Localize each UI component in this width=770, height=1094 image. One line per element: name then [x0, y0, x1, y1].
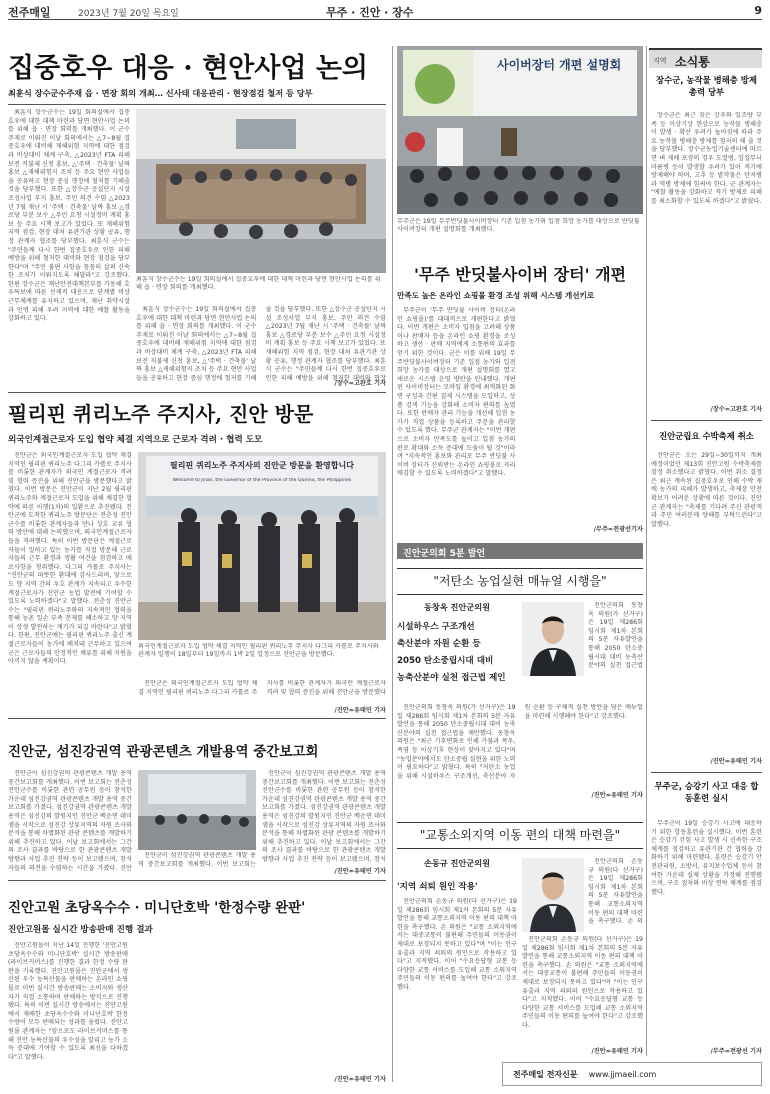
story5-photo-title: 사이버장터 개편 설명회 [497, 58, 622, 72]
council-body-2 [397, 898, 517, 1054]
sidebar-item-1-headline: 장수군, 농작물 병해충 방제 총력 당부 [656, 75, 757, 97]
story5-byline: /무주=전광선기자 [593, 526, 643, 533]
quote-rule [397, 848, 643, 849]
story2-banner-text: 필리핀 퀴리노주 주지사의 진안군 방문을 환영합니다 [170, 461, 354, 470]
council-body-2-right-text: 진안군의회 손동규 의원(다 선거구)은 19일 제286회 임시회 제1차 본회의 5분 자유발언을 통해 교통소외지역 이동 편의 대책 마련을 촉구했다. 손 의원은 "교통 소외지역에서는 대중교통이 불편해 주민들의 이동권이 제대로 보장되지 못하고 있다"며 "이는 인구 유출과 지역 쇠퇴의 원인으로 작용하고 있다"고 지적했다. 이어 "수요응답형 교통 등 다양한 교통 서비스를 도입해 교통 소외지역 주민들의 이동 편의를 높여야 한다"고 강조했다. [522, 936, 643, 1029]
council-quote-1: "저탄소 농업실현 매뉴얼 시행을" [433, 574, 607, 588]
council-body-1-side [588, 602, 643, 676]
story5-body [397, 307, 643, 523]
sidebar-title: 소식통 [675, 55, 710, 69]
point-item: 시설하우스 구조개선 [397, 622, 475, 632]
story3-body-col2 [138, 852, 256, 874]
sidebar-item-2-byline: /진안=유태민 기자 [710, 758, 762, 765]
sidebar-item-1-byline: /장수=고완호 기자 [710, 406, 762, 413]
council-speaker-1: 동창옥 진안군의원 [423, 602, 491, 612]
quote-rule [397, 822, 643, 823]
divider [651, 420, 762, 421]
story1-body-col1 [8, 109, 130, 389]
divider [8, 718, 386, 719]
story3-headline: 진안군, 섬진강권역 관광콘텐츠 개발용역 중간보고회 [8, 744, 319, 760]
council-body-1-side-text: 진안군의회 동창옥 의원(가 선거구)은 19일 제286회 임시회 제1차 본회의 5분 자유발언을 통해 2050 탄소중립시대 대비 농축산분야의 실천 접근법 [588, 602, 643, 670]
story2-body-continued: 진안군은 외국인계절근로자 도입 협약 체결 지역인 필리핀 퀴리노주 다그피 카롤로 주지사를 비롯한 관계자가 외국인 계절근로자 격려 및 협력 증진을 위해 진안군을 방문했다 [138, 680, 386, 696]
story1-photo [136, 109, 386, 273]
story2-body: 진안군은 외국인계절근로자 도입 협약 체결 지역인 필리핀 퀴리노주 다그피 카롤로 주지사를 비롯한 관계자가 외국인 계절근로자 격려 및 협력 증진을 위해 진안군을 방문했다고 밝혔다. 이번 방문은 진안군이 지난 2월 필리핀 퀴리노주와 계절근로자 도입을 위해 체결한 협약에 따른 이행(1차)의 일환으로 추진됐다. 진안군에 도착한 퀴리노주 방문단은 전춘성 진안군수를 비롯한 관계자들과 만나 상호 교류 협력 방안에 대해 논의했으며, 외국인계절근로자들을 격려했다. 특히 이번 방문단은 계절근로자들이 일하고 있는 농가를 직접 방문해 근로자들의 근무 환경과 생활 여건을 점검하고 애로사항을 청취했다. 다그피 카롤로 주지사는 "진안군의 따뜻한 환대에 감사드리며, 앞으로도 양 지역 간의 우호 관계가 지속되고 우수한 계절근로자가 진안군 농업 발전에 기여할 수 있도록 노력하겠다"고 말했다. 전춘성 진안군수는 "필리핀 퀴리노주와의 지속적인 협력을 통해 농촌 일손 부족 문제를 해소하고 양 지역이 상생 발전하는 계기가 되길 바란다"고 밝혔다. 한편, 진안군에는 필리핀 퀴리노주 출신 계절근로자들이 농가에 배치돼 근무하고 있으며 군은 근로자들의 안정적인 체류를 위해 지원을 아끼지 않을 계획이다. [8, 452, 132, 666]
story1-byline: /장수=고완호 기자 [334, 380, 386, 387]
story2-banner-subtitle: Welcome to Jinan, the Governor of the Province of the Quirino, the Philippines [172, 478, 352, 483]
council-body-2-text: 진안군의회 손동규 의원(다 선거구)은 19일 제286회 임시회 제1차 본회의 5분 자유발언을 통해 교통소외지역 이동 편의 대책 마련을 촉구했다. 손 의원은 "교통 소외지역에서는 대중교통이 불편해 주민들의 이동권이 제대로 보장되지 못하고 있다"며 "이는 인구 유출과 지역 쇠퇴의 원인으로 작용하고 있다"고 지적했다. 이어 "수요응답형 교통 등 다양한 교통 서비스를 도입해 교통 소외지역 주민들의 이동 편의를 높여야 한다"고 강조했다. [397, 898, 517, 991]
point-item: 농축산분야 실천 접근법 제인 [397, 673, 506, 683]
council-body-2-side-text: 진안군의회 손동규 의원(다 선거구)은 19일 제286회 임시회 제1차 본회의 5분 자유발언을 통해 교통소외지역 이동 편의 대책 마련을 촉구했다. 손 의 [588, 858, 643, 926]
council-body-2-side [588, 858, 643, 932]
sidebar-item-3-headline: 무주군, 승강기 사고 대응 합동훈련 실시 [654, 781, 759, 803]
divider [8, 104, 386, 105]
sidebar-item-2-headline: 진안군립요 수박축제 취소 [659, 431, 754, 441]
story1-caption: 최훈식 장수군수는 19일 회의실에서 집중호우에 대한 대책 마련과 당면 현안사업 논의를 위해 읍 · 면장 회의를 개최했다. [136, 276, 381, 292]
story5-headline: '무주 반딧불사이버 장터' 개편 [414, 265, 626, 284]
story5-caption: 무주군은 19일 무주반딧불사이버장터 기존 입점 농가와 입점 희망 농가를 대상으로 반딧불 사이버장터 개편 설명회를 개최했다. [397, 218, 640, 234]
story5-subhead: 만족도 높은 온라인 쇼핑몰 환경 조성 위해 시스템 개선키로 [397, 291, 595, 300]
story3-body-col1 [8, 770, 132, 874]
point-item: 2050 탄소중립시대 대비 [397, 656, 494, 666]
dateline: 2023년 7월 20일 목요일 [78, 9, 179, 19]
story2-headline: 필리핀 퀴리노주 주지사, 진안 방문 [8, 402, 314, 424]
council-body-1 [397, 704, 643, 798]
council-points-1 [397, 620, 517, 700]
council-quote-2: "교통소외지역 이동 편의 대책 마련을" [419, 828, 621, 842]
divider [8, 392, 386, 393]
council-portrait-2 [522, 858, 584, 932]
story3-body-col3 [262, 770, 386, 866]
story1-headline: 집중호우 대응 · 현안사업 논의 [8, 53, 368, 80]
story2-caption: 외국인계절근로자 도입 협약 체결 지역인 필리핀 퀴리노주 주지사 다그피 카롤로 주지사와 관계자 일행이 18일부터 19일까지 1박 2일 일정으로 진안군을 방문했다. [138, 643, 379, 659]
story4-subhead: 진안고원몰 실시간 방송판매 진행 결과 [8, 925, 153, 935]
quote-rule [397, 594, 643, 595]
masthead: 전주매일 [8, 6, 51, 19]
sidebar-tag: 지역 [653, 57, 667, 65]
column-rule [646, 46, 647, 1056]
council-subhead-2: '지역 쇠퇴 원인 작용' [397, 882, 478, 892]
point-item: 축산분야 자원 순환 등 [397, 639, 481, 649]
page-header [8, 4, 762, 20]
e-paper-banner[interactable] [502, 1062, 762, 1086]
story3-photo [138, 770, 256, 850]
story3-body-continued: 진안군이 섬진강권역 관광콘텐츠 개발 용역 중간보고회를 개최했다. 이번 보고회는 [138, 852, 256, 868]
sidebar-item-2-body: 진안군은 오는 29일~30일까지 개최 예정이었던 제13회 진안고원 수박축제를 잠정 취소했다고 밝혔다. 이번 취소 결정은 최근 계속된 집중호우로 인해 수박 재배 농가의 피해가 발생하고, 축제장 안전 확보가 어려운 상황에 따른 것이다. 진안군 관계자는 "축제를 기다려 주신 관광객과 주민 여러분께 양해를 부탁드린다"고 말했다. [651, 452, 762, 528]
sidebar-item-1-body: 장수군은 최근 잦은 강우와 일조량 부족 등 이상기상 현상으로 농작물 병해충이 발생 · 확산 우려가 높아짐에 따라 주요 농작물 병해충 방제를 철저히 해 줄 것을 당부했다. 장수군농업기술센터에 따르면 벼 재배 포장의 경우 도열병, 잎집무늬마름병 등이 발생할 우려가 있어 적기에 방제해야 하며, 고추 등 밭작물은 탄저병과 역병 방제에 힘써야 한다. 군 관계자는 "예찰 활동을 강화하고 적기 방제로 피해를 최소화할 수 있도록 하겠다"고 밝혔다. [651, 112, 762, 205]
story1-subhead: 최훈식 장수군수주재 읍 · 면장 회의 개최… 신사태 대응관리 · 현장점검 철저 등 당부 [8, 88, 313, 98]
sidebar-header [649, 48, 762, 68]
page-number: 9 [754, 4, 762, 17]
column-rule [392, 46, 393, 1082]
story1-body: 최훈식 장수군수는 19일 회의실에서 집중호우에 대한 대책 마련과 당면 현안사업 논의를 위해 읍 · 면장 회의를 개최했다. 이 군수 주재로 이뤄진 이날 회의에서는 △7~8월 집중호우에 대비해 재해위험 지역에 대한 점검과 비상대비 체계 구축, △2023년 FTA 피해보전 직불제 신청 홍보, △'주택 · 건축물' 날짜 홍보 △재해위험지 조치 등 주요 현안 사업들을 공유하고 현장 중심 행정에 철저를 기해줄 것을 당부했다. 또한 △장수군 공설단지 시설 조성사업 부지 홍보, 주민 의견 수렴 △2023년 7월 재난 시 '주택 · 건축물' 날짜 홍보 △경로당 부분 보수 △주민 요청 시설정비 계획 홍보 등 주요 시책 보고가 있었다. 또 재해위험 지역 점검, 현장 대처 유관기관 상황 공유, 행정 관계자 협조를 당부했다. 최훈식 군수는 "주민들께 다시 한번 집중호우로 인한 피해 예방을 위해 철저한 대비와 현장 점검을 당부한다"며 "주민 불편 사항을 꼼꼼히 살펴 신속한 조치가 이뤄지도록 해달라"고 강조했다. 한편 장수군은 재난안전대책본부를 가동해 호우특보에 따른 선제적 대응으로 단계별 비상근무체계를 유지하고 있으며, 재난 취약시설과 인명 피해 우려 지역에 대한 예찰 활동을 강화하고 있다. [8, 109, 130, 323]
sidebar-item-3-body: 무주군이 19일 승강기 사고에 대응하기 위한 합동훈련을 실시했다. 이번 훈련은 승강기 갇힘 사고 발생 시 신속한 구조 체계를 점검하고 유관기관 간 협력을 강화하기 위해 마련됐다. 훈련은 승강기 안전관리원, 소방서, 유지보수업체 등이 참여한 가운데 실제 상황을 가정해 진행됐으며, 구조 절차와 비상 연락 체계를 점검했다. [651, 820, 762, 896]
story2-body-col1 [8, 452, 132, 704]
story3-byline: /진안=유태민 기자 [334, 868, 386, 875]
story5-body-text: 무주군이 '무주 반딧불 사이버 장터(온라인 쇼핑몰)'를 대대적으로 개편한다고 밝혔다. 이번 개편은 소비자 입점을 고려해 상품이나 판매자 등을 온라인 쇼핑 환경을 조성하고 생산 · 판매 지역에게 소통편의 효과를 얻기 위한 것이다. 군은 이를 위해 19일 무주반딧불사이버장터 기존 입점 농가와 입점 희망 농가를 대상으로 개편 설명회를 열고 새로운 시스템 운영 방안을 안내했다. 개편된 사이버장터는 모바일 환경에 최적화된 화면 구성과 간편 결제 시스템을 도입하고, 상품 검색 기능을 강화해 소비자 편의를 높였다. 또한 판매자 관리 기능을 개선해 입점 농가가 직접 상품을 등록하고 주문을 관리할 수 있도록 했다. 무주군 관계자는 "이번 개편으로 소비자 만족도를 높이고 입점 농가의 판로 확대와 소득 증대에 도움이 될 것"이라며 "지속적인 홍보와 관리로 무주 반딧불 사이버 장터가 신뢰받는 온라인 쇼핑몰로 자리매김할 수 있도록 노력하겠다"고 말했다. [397, 307, 516, 478]
story2-byline: /진안=유태민 기자 [334, 707, 386, 714]
e-paper-url[interactable]: www.jjmaeil.com [588, 1070, 657, 1079]
story1-body-col2 [136, 306, 386, 388]
story3-body: 진안군이 섬진강권역 관광콘텐츠 개발 용역 중간보고회를 개최했다. 이번 보고회는 전춘성 진안군수를 비롯한 관련 공무원 등이 참석한 가운데 섬진강권역 관광콘텐츠 개발 용역 중간보고회를 가졌다. 섬진강권역 관광콘텐츠 개발용역은 섬진강의 발원지인 진안군 백운면 데미샘을 시작으로 섬진강 상류지역의 자원 조사와 분석을 통해 차별화된 관광 콘텐츠를 개발하기 위해 추진하고 있다. 이날 보고회에서는 그간의 조사 결과를 바탕으로 한 관광콘텐츠 개발 방향과 사업 추진 전략 등이 보고됐으며, 참석자들의 의견을 수렴하는 시간을 가졌다. 진안 [8, 770, 132, 872]
council-portrait-1 [522, 602, 584, 676]
council-speaker-2: 손동규 진안군의원 [423, 858, 491, 868]
story3-body-tail: 진안군이 섬진강권역 관광콘텐츠 개발 용역 중간보고회를 개최했다. 이번 보고회는 전춘성 진안군수를 비롯한 관련 공무원 등이 참석한 가운데 섬진강권역 관광콘텐츠 개발 용역 중간보고회를 가졌다. 섬진강권역 관광콘텐츠 개발용역은 섬진강의 발원지인 진안군 백운면 데미샘을 시작으로 섬진강 상류지역의 자원 조사와 분석을 통해 차별화된 관광 콘텐츠를 개발하기 위해 추진하고 있다. 이날 보고회에서는 그간의 조사 결과를 바탕으로 한 관광콘텐츠 개발 방향과 사업 추진 전략 등이 보고됐으며, 참석 [262, 770, 386, 863]
sidebar-item-3-byline: /무주=전광선 기자 [710, 1048, 762, 1055]
section-title: 무주 · 진안 · 장수 [326, 6, 414, 19]
story2-subhead: 외국인계절근로자 도입 협약 체결 지역으로 근로자 격려 · 협력 도모 [8, 435, 263, 445]
council-box-title: 진안군의회 5분 발언 [397, 543, 643, 559]
divider [651, 772, 762, 773]
council-byline-1: /진안=유태민 기자 [591, 792, 643, 799]
story4-body [8, 942, 386, 1082]
story1-body-continued: 최훈식 장수군수는 19일 회의실에서 집중호우에 대한 대책 마련과 당면 현안사업 논의를 위해 읍 · 면장 회의를 개최했다. 이 군수 주재로 이뤄진 이날 회의에서는 △7~8월 집중호우에 대비해 재해위험 지역에 대한 점검과 비상대비 체계 구축, △2023년 FTA 피해보전 직불제 신청 홍보, △'주택 · 건축물' 날짜 홍보 △재해위험지 조치 등 주요 현안 사업들을 공유하고 현장 중심 행정에 철저를 기해줄 것을 당부했다. 또한 △장수군 공설단지 시설 조성사업 부지 홍보, 주민 의견 수렴 △2023년 7월 재난 시 '주택 · 건축물' 날짜 홍보 △경로당 부분 보수 △주민 요청 시설정비 계획 홍보 등 주요 시책 보고가 있었다. 또 재해위험 지역 점검, 현장 대처 유관기관 상황 공유, 행정 관계자 협조를 당부했다. 최훈식 군수는 "주민들께 다시 한번 집중호우로 인한 피해 예방을 위해 철저한 대비와 현장 [136, 306, 386, 382]
quote-rule [397, 568, 643, 569]
story2-body-col2 [138, 680, 386, 704]
story2-photo [138, 452, 386, 640]
story4-byline: /진안=유태민 기자 [334, 1076, 386, 1083]
e-paper-label: 전주매일 전자신문 [513, 1070, 578, 1079]
council-body-2-right [522, 936, 643, 1046]
story4-body-text: 진안고원몰이 지난 14일 진행한 '진안고원 초당옥수수와 미니단호박' 실시간 방송판매(라이브커머스)를 진행한 결과 한정 수량 완판을 기록했다. 진안고원몰은 진안군에서 생산된 우수 농특산물을 판매하는 온라인 쇼핑몰로 이번 실시간 방송판매는 소비자와 생산자가 직접 소통하며 판매하는 방식으로 진행됐다. 특히 이번 실시간 방송에서는 진안고원에서 재배한 초당옥수수와 미니단호박 한정 수량이 모두 판매되는 성과를 올렸다. 진안고원몰 관계자는 "앞으로도 라이브커머스를 통해 진안 농특산물의 우수성을 알리고 농가 소득 증대에 기여할 수 있도록 최선을 다하겠다"고 말했다. [8, 942, 128, 1061]
story5-photo [397, 46, 643, 214]
council-byline-2: /진안=유태민 기자 [591, 1048, 643, 1055]
council-body-1-text: 진안군의회 동창옥 의원(가 선거구)은 19일 제286회 임시회 제1차 본회의 5분 자유발언을 통해 2050 탄소중립시대 대비 농축산분야의 실천 접근법을 제안했다. 동창옥 의원은 "최근 기후변화로 인해 가뭄과 폭우, 폭염 등 이상기후 현상이 잦아지고 있다"며 "농업분야에서도 탄소중립 실현을 위한 노력이 필요하다"고 밝혔다. 특히 "저탄소 농업을 위해 시설하우스 구조개선, 축산분야 자원 순환 등 구체적 실천 방안을 담은 매뉴얼을 마련해 시행해야 한다"고 강조했다. [397, 704, 643, 780]
divider [8, 880, 386, 881]
story4-headline: 진안고원 초당옥수수 · 미니단호박 '한정수량 완판' [8, 900, 306, 916]
